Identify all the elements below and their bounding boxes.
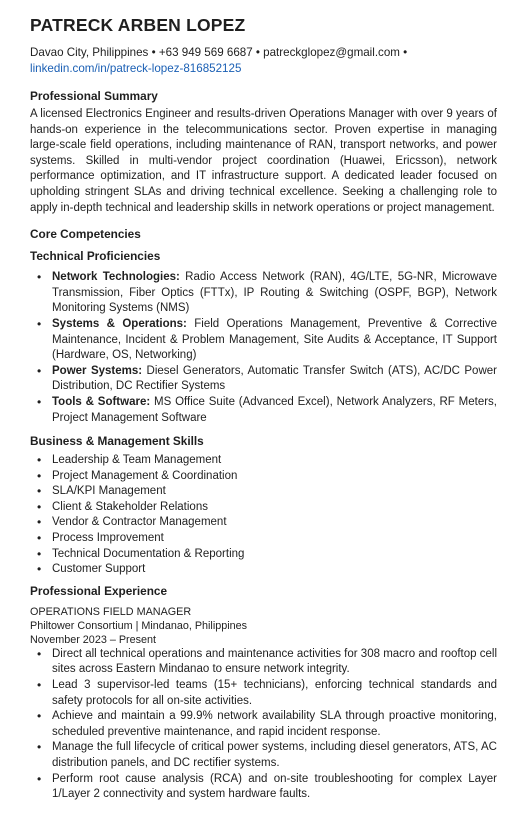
list-item [52,317,497,364]
job-title: OPERATIONS FIELD MANAGER [30,605,192,618]
contact-line [30,45,497,76]
list-item: • Lead 3 supervisor-led teams (15+ technicians), enforcing technical standards and safety protocols for all on-site activities. [52,678,497,709]
item-text: Diesel Generators, Automatic Transfer Switch (ATS), AC/DC Power Distribution, DC Rectifier Systems [52,364,497,393]
list-item [52,395,497,426]
technical-proficiencies-title: Technical Proficiencies [30,249,161,264]
competencies-title: Core Competencies [30,227,141,242]
item-lead: Power Systems: [52,364,143,377]
list-item [52,270,497,317]
list-item: • Technical Documentation & Reporting [52,547,497,563]
summary-title: Professional Summary [30,89,158,103]
list-item: • Achieve and maintain a 99.9% network availability SLA through proactive monitoring, scheduled preventive maintenance, and rapid incident response. [52,709,497,740]
list-item: • Leadership & Team Management [52,453,497,469]
list-item [52,364,497,395]
list-item: • Manage the full lifecycle of critical power systems, including diesel generators, ATS, AC distribution panels, and DC rectifier systems. [52,740,497,771]
list-item: • Process Improvement [52,531,497,547]
item-text: MS Office Suite (Advanced Excel), Network Analyzers, RF Meters, Project Management Software [52,395,497,424]
linkedin-link[interactable]: linkedin.com/in/patreck-lopez-816852125 [30,61,242,75]
list-item: • Direct all technical operations and maintenance activities for 308 macro and rooftop cell sites across Eastern Mindanao to ensure network integrity. [52,647,497,678]
item-lead: Network Technologies: [52,271,180,284]
list-item: • Client & Stakeholder Relations [52,500,497,516]
item-lead: Systems & Operations: [52,317,187,330]
candidate-name: PATRECK ARBEN LOPEZ [30,15,246,35]
job-dates: November 2023 – Present [30,633,157,646]
business-list [30,453,497,578]
item-text: Radio Access Network (RAN), 4G/LTE, 5G-NR, Microwave Transmission, Fiber Optics (FTTx), IP Routing & Switching (OSPF, BGP), Network Monitoring Systems (NMS) [52,271,497,315]
list-item: • Vendor & Contractor Management [52,515,497,531]
list-item: • Project Management & Coordination [52,469,497,485]
experience-title: Professional Experience [30,583,168,598]
contact-details: Davao City, Philippines • +63 949 569 6687 • patreckglopez@gmail.com • [30,46,408,59]
item-lead: Tools & Software: [52,395,151,408]
job-company: Philtower Consortium | Mindanao, Philippines [30,619,248,632]
technical-list [30,270,497,426]
list-item: • Customer Support [52,562,497,578]
summary-text: A licensed Electronics Engineer and results-driven Operations Manager with over 9 years of hands-on experience in the telecommunications sector. Proven expertise in managing large-scale field operations, including maintenance of RAN, transport networks, and power systems. Skilled in multi-vendor project coordination (Huawei, Ericsson), network performance optimization, and IT infrastructure support. A dedicated leader focused on upholding stringent SLAs and driving technical excellence. Seeking a challenging role to apply in-depth technical and leadership skills in network operations or project management. [30,108,497,214]
list-item: • SLA/KPI Management [52,484,497,500]
list-item: • Perform root cause analysis (RCA) and on-site troubleshooting for complex Layer 1/Layer 2 connectivity and system hardware faults. [52,772,497,803]
item-text: Field Operations Management, Preventive & Corrective Maintenance, Incident & Problem Management, Site Audits & Acceptance, IT Support (Hardware, OS, Networking) [52,317,497,362]
business-skills-title: Business & Management Skills [30,434,204,449]
experience-bullets [30,647,497,803]
